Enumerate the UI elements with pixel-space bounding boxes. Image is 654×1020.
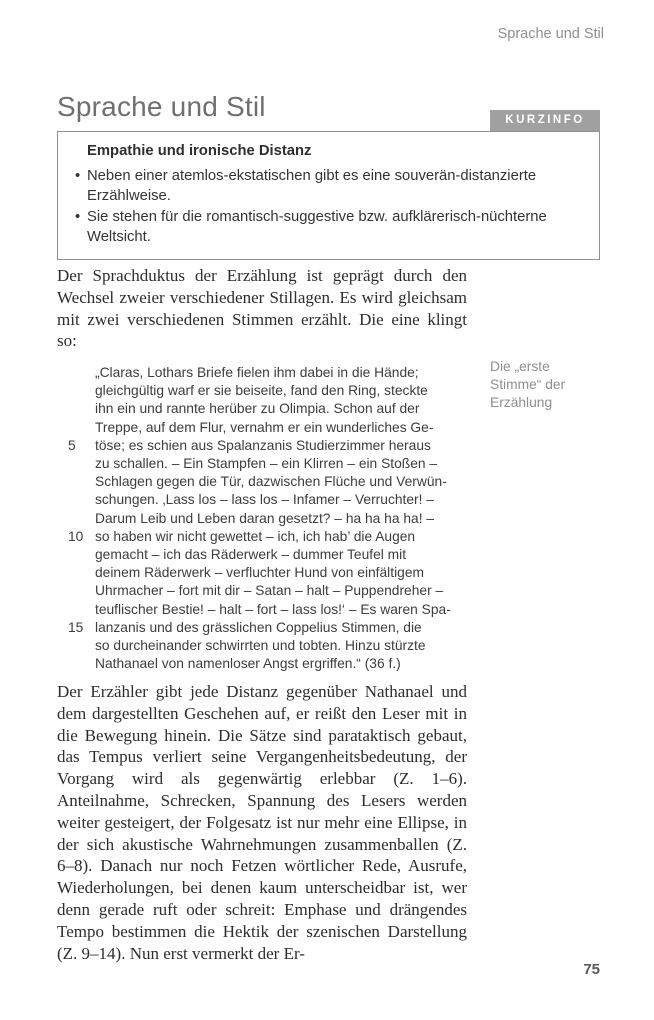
quote-line xyxy=(57,437,473,455)
quote-line-text: Treppe, auf dem Flur, vernahm er ein wunderliches Ge- xyxy=(95,419,434,435)
quote-line-text: schungen. ‚Lass los – lass los – Infamer – Verruchter! – xyxy=(95,492,434,508)
kurzinfo-bullet-item xyxy=(75,166,583,207)
quote-line xyxy=(57,364,473,382)
quote-line-text: deinem Räderwerk – verfluchter Hund von einfältigem xyxy=(95,565,424,581)
quote-line xyxy=(57,582,473,600)
quote-line xyxy=(57,491,473,509)
bullet-glyph: • xyxy=(75,167,81,184)
quote-line-text: Schlagen gegen die Tür, dazwischen Flüche und Verwün- xyxy=(95,474,447,490)
quote-line-text: töse; es schien aus Spalanzanis Studierzimmer heraus xyxy=(95,437,431,453)
quote-line-text: Uhrmacher – fort mit dir – Satan – halt – Puppendreher – xyxy=(95,583,444,599)
quote-line-number xyxy=(57,400,95,418)
bullet-glyph: • xyxy=(75,208,81,225)
quote-line-number xyxy=(57,473,95,491)
quote-block xyxy=(57,364,473,673)
quote-line xyxy=(57,655,473,673)
quote-line xyxy=(57,528,473,546)
quote-line-text: lanzanis und des grässlichen Coppelius Stimmen, die xyxy=(95,619,422,635)
quote-line-number xyxy=(57,601,95,619)
quote-line-number: 10 xyxy=(68,528,84,544)
page-title: Sprache und Stil xyxy=(57,90,266,122)
quote-line-number xyxy=(57,364,95,382)
kurzinfo-box xyxy=(57,131,600,260)
quote-line-number xyxy=(57,382,95,400)
quote-line-text: zu schallen. – Ein Stampfen – ein Klirren – ein Stoßen – xyxy=(95,456,438,472)
quote-line xyxy=(57,564,473,582)
kurzinfo-bullet-item xyxy=(75,207,583,248)
quote-line-number xyxy=(57,637,95,655)
kurzinfo-bullet-text: Neben einer atemlos-ekstatischen gibt es eine souverän-distanzierte Erzählweise. xyxy=(87,167,537,204)
quote-line xyxy=(57,473,473,491)
quote-line-number xyxy=(57,491,95,509)
quote-line-number xyxy=(57,564,95,582)
quote-line xyxy=(57,510,473,528)
kurzinfo-box-content xyxy=(58,132,599,259)
quote-line-number xyxy=(57,655,95,673)
quote-line-number xyxy=(57,582,95,600)
quote-line-text: so durcheinander schwirrten und tobten. Hinzu stürzte xyxy=(95,638,426,654)
quote-line-number xyxy=(57,510,95,528)
quote-line xyxy=(57,619,473,637)
quote-line-text: Nathanael von namenloser Angst ergriffen.“ (36 f.) xyxy=(95,656,401,672)
quote-line-text: teuflischer Bestie! – halt – fort – lass los!‘ – Es waren Spa- xyxy=(95,601,451,617)
kurzinfo-badge: KURZINFO xyxy=(490,110,600,131)
quote-line-text: so haben wir nicht gewettet – ich, ich hab’ die Augen xyxy=(95,528,416,544)
margin-note: Die „erste Stimme“ der Erzählung xyxy=(490,359,566,410)
quote-line-text: gleichgültig warf er sie beiseite, fand den Ring, steckte xyxy=(95,383,428,399)
kurzinfo-bullet-text: Sie stehen für die romantisch-suggestive bzw. aufklärerisch-nüchterne Weltsicht. xyxy=(87,208,547,245)
kurzinfo-bullet-list xyxy=(75,166,583,248)
quote-line-text: gemacht – ich das Räderwerk – dummer Teufel mit xyxy=(95,547,407,563)
quote-line-number xyxy=(57,546,95,564)
quote-line xyxy=(57,382,473,400)
body-paragraph-2: Der Erzähler gibt jede Distanz gegenüber Nathanael und dem dargestellten Geschehen auf, er reißt den Leser mit in die Bewegung hinein. Die Sätze sind parataktisch gebaut, das Tempus verliert seine Vergangenheitsbedeutung, der Vorgang wird als gegenwärtig erlebbar (Z. 1–6). Anteilnahme, Schrecken, Spannung des Lesers werden weiter gesteigert, der Folgesatz ist nur mehr eine Ellipse, in der sich akustische Wahrnehmungen zusammenballen (Z. 6–8). Danach nur noch Fetzen wörtlicher Rede, Ausrufe, Wiederholungen, bei denen kaum unterscheidbar ist, wer denn gerade ruft oder schreit: Emphase und drängendes Tempo bestimmen die Hektik der szenischen Darstellung (Z. 9–14). Nun erst vermerkt der Er- xyxy=(57,682,467,963)
kurzinfo-heading: Empathie und ironische Distanz xyxy=(87,143,312,159)
running-header: Sprache und Stil xyxy=(497,26,604,42)
quote-line xyxy=(57,455,473,473)
quote-line xyxy=(57,400,473,418)
quote-line-number: 5 xyxy=(68,437,76,453)
quote-line-text: ihn ein und rannte herüber zu Olimpia. Schon auf der xyxy=(95,401,420,417)
quote-line xyxy=(57,601,473,619)
body-paragraph-1: Der Sprachduktus der Erzählung ist geprägt durch den Wechsel zweier verschiedener Stillagen. Es wird gleichsam mit zwei verschiedenen Stimmen erzählt. Die eine klingt so: xyxy=(57,266,467,351)
quote-line-number: 15 xyxy=(68,619,84,635)
quote-line xyxy=(57,419,473,437)
quote-line-text: „Claras, Lothars Briefe fielen ihm dabei in die Hände; xyxy=(95,365,419,380)
quote-line-text: Darum Leib und Leben daran gesetzt? – ha ha ha ha! – xyxy=(95,510,435,526)
quote-line-number xyxy=(57,419,95,437)
quote-line xyxy=(57,637,473,655)
quote-line-number xyxy=(57,455,95,473)
quote-line xyxy=(57,546,473,564)
page-number: 75 xyxy=(583,961,600,978)
